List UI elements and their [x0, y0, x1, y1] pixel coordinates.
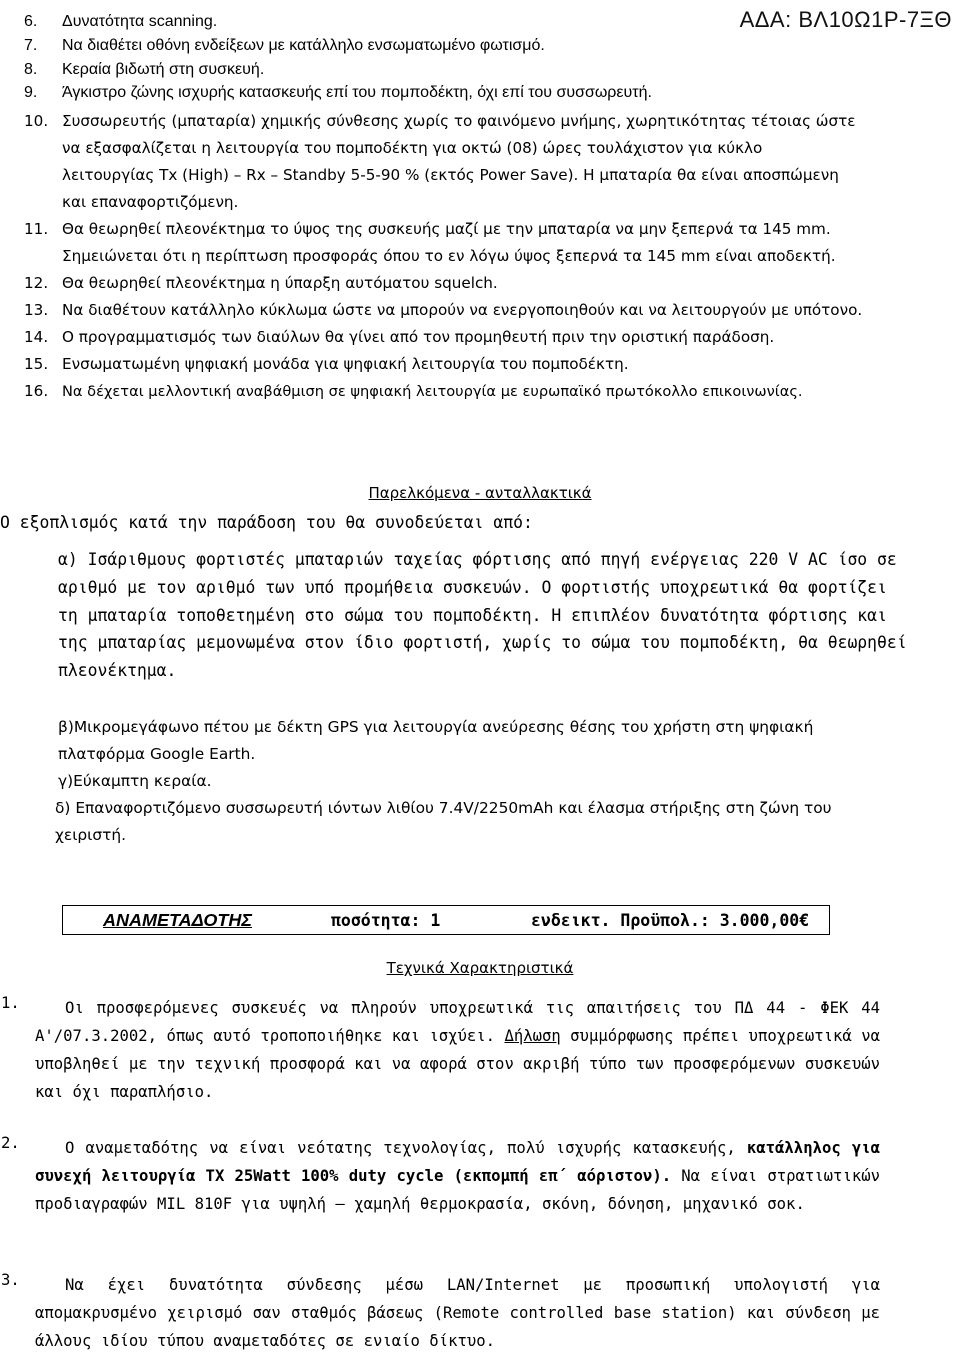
tech-item-3: 3. Να έχει δυνατότητα σύνδεσης μέσω LAN/Internet με προσωπική υπολογιστή για απομακρυσμένο χειρισμό σαν σταθμός βάσεως (Remote controlled base station) και σύνδεση με άλλους ιδίου τύπου αναμεταδότες σε ενιαίο δίκτυο. [1, 1271, 880, 1350]
item-name: ΑΝΑΜΕΤΑΔΟΤΗΣ [103, 910, 252, 930]
list-item: 16. Να δέχεται μελλοντική αναβάθμιση σε ψηφιακή λειτουργία με ευρωπαϊκό πρωτόκολλο επικοινωνίας. [24, 382, 803, 401]
tech-item-1: 1. Οι προσφερόμενες συσκευές να πληρούν υποχρεωτικά τις απαιτήσεις του ΠΔ 44 - ΦΕΚ 44 Α'/07.3.2002, όπως αυτό τροποποιήθηκε και ισχύει. Δήλωση συμμόρφωσης πρέπει υποχρεωτικά να υποβληθεί με την τεχνική προσφορά και να αφορά στον ακριβή τύπο των προσφερόμενων συσκευών και όχι παραπλήσιο. [1, 994, 880, 1101]
list-item: 10. Συσσωρευτής (μπαταρία) χημικής σύνθεσης χωρίς το φαινόμενο μνήμης, χωρητικότητας τέτοιας ώστε να εξασφαλίζεται η λειτουργία του πομποδέκτη για οκτώ (08) ώρες τουλάχιστον για κύκλο λειτουργίας Tx (High) – Rx – Standby 5-5-90 % (εκτός Power Save). Η μπαταρία θα είναι αποσπώμενη και επαναφορτιζόμενη. [24, 112, 856, 212]
accessory-d: δ) Επαναφορτιζόμενο συσσωρευτή ιόντων λιθίου 7.4V/2250mAh και έλασμα στήριξης στη ζώνη του χειριστή. [55, 799, 832, 844]
tech-heading: Τεχνικά Χαρακτηριστικά [386, 959, 574, 977]
accessories-heading: Παρελκόμενα - ανταλλακτικά [368, 484, 592, 502]
accessory-b: β)Μικρομεγάφωνο πέτου με δέκτη GPS για λειτουργία ανεύρεσης θέσης του χρήστη στη ψηφιακή πλατφόρμα Google Earth. [58, 718, 814, 763]
list-item: 14. Ο προγραμματισμός των διαύλων θα γίνει από τον προμηθευτή πριν την οριστική παράδοση. [24, 328, 775, 347]
spec-list-top [24, 10, 904, 405]
accessories-intro: Ο εξοπλισμός κατά την παράδοση του θα συνοδεύεται από: [0, 513, 533, 532]
list-item: 9. Άγκιστρο ζώνης ισχυρής κατασκευής επί του πομποδέκτη, όχι επί του συσσωρευτή. [24, 84, 652, 102]
list-item: 7. Να διαθέτει οθόνη ενδείξεων με κατάλληλο ενσωματωμένο φωτισμό. [24, 36, 545, 54]
tech-item-2: 2. Ο αναμεταδότης να είναι νεότατης τεχνολογίας, πολύ ισχυρής κατασκευής, κατάλληλος για συνεχή λειτουργία TX 25Watt 100% duty cycle (εκπομπή επ΄ αόριστον). Να είναι στρατιωτικών προδιαγραφών MIL 810F για υψηλή – χαμηλή θερμοκρασία, σκόνη, δόνηση, μηχανικό σοκ. [1, 1134, 880, 1213]
item-budget: ενδεικτ. Προϋπολ.: 3.000,00€ [531, 911, 810, 930]
list-item: 6. Δυνατότητα scanning. [24, 13, 218, 30]
list-item: 8. Κεραία βιδωτή στη συσκευή. [24, 60, 265, 78]
list-item: 11. Θα θεωρηθεί πλεονέκτημα το ύψος της συσκευής μαζί με την μπαταρία να μην ξεπερνά τα 145 mm. Σημειώνεται ότι η περίπτωση προσφοράς όπου το εν λόγω ύψος ξεπερνά τα 145 mm είναι αποδεκτή. [24, 220, 836, 266]
accessory-c: γ)Εύκαμπτη κεραία. [58, 772, 212, 790]
ada-code: ΑΔΑ: ΒΛ10Ω1Ρ-7ΞΘ [739, 7, 952, 32]
item-box [62, 905, 830, 935]
list-item: 13. Να διαθέτουν κατάλληλο κύκλωμα ώστε να μπορούν να ενεργοποιηθούν και να λειτουργούν με υπότονο. [24, 301, 863, 320]
accessory-a: α) Ισάριθμους φορτιστές μπαταριών ταχείας φόρτισης από πηγή ενέργειας 220 V AC ίσο σε αριθμό με τον αριθμό των υπό προμήθεια συσκευών. Ο φορτιστής υποχρεωτικά θα φορτίζει τη μπαταρία τοποθετημένη στο σώμα του πομποδέκτη. Η επιπλέον δυνατότητα φόρτισης και της μπαταρίας μεμονωμένα στον ίδιο φορτιστή, χωρίς το σώμα του πομποδέκτη, θα θεωρηθεί πλεονέκτημα. [58, 550, 907, 681]
item-quantity: ποσότητα: 1 [331, 911, 441, 930]
list-item: 12. Θα θεωρηθεί πλεονέκτημα η ύπαρξη αυτόματου squelch. [24, 274, 498, 293]
list-item: 15. Ενσωματωμένη ψηφιακή μονάδα για ψηφιακή λειτουργία του πομποδέκτη. [24, 355, 629, 374]
